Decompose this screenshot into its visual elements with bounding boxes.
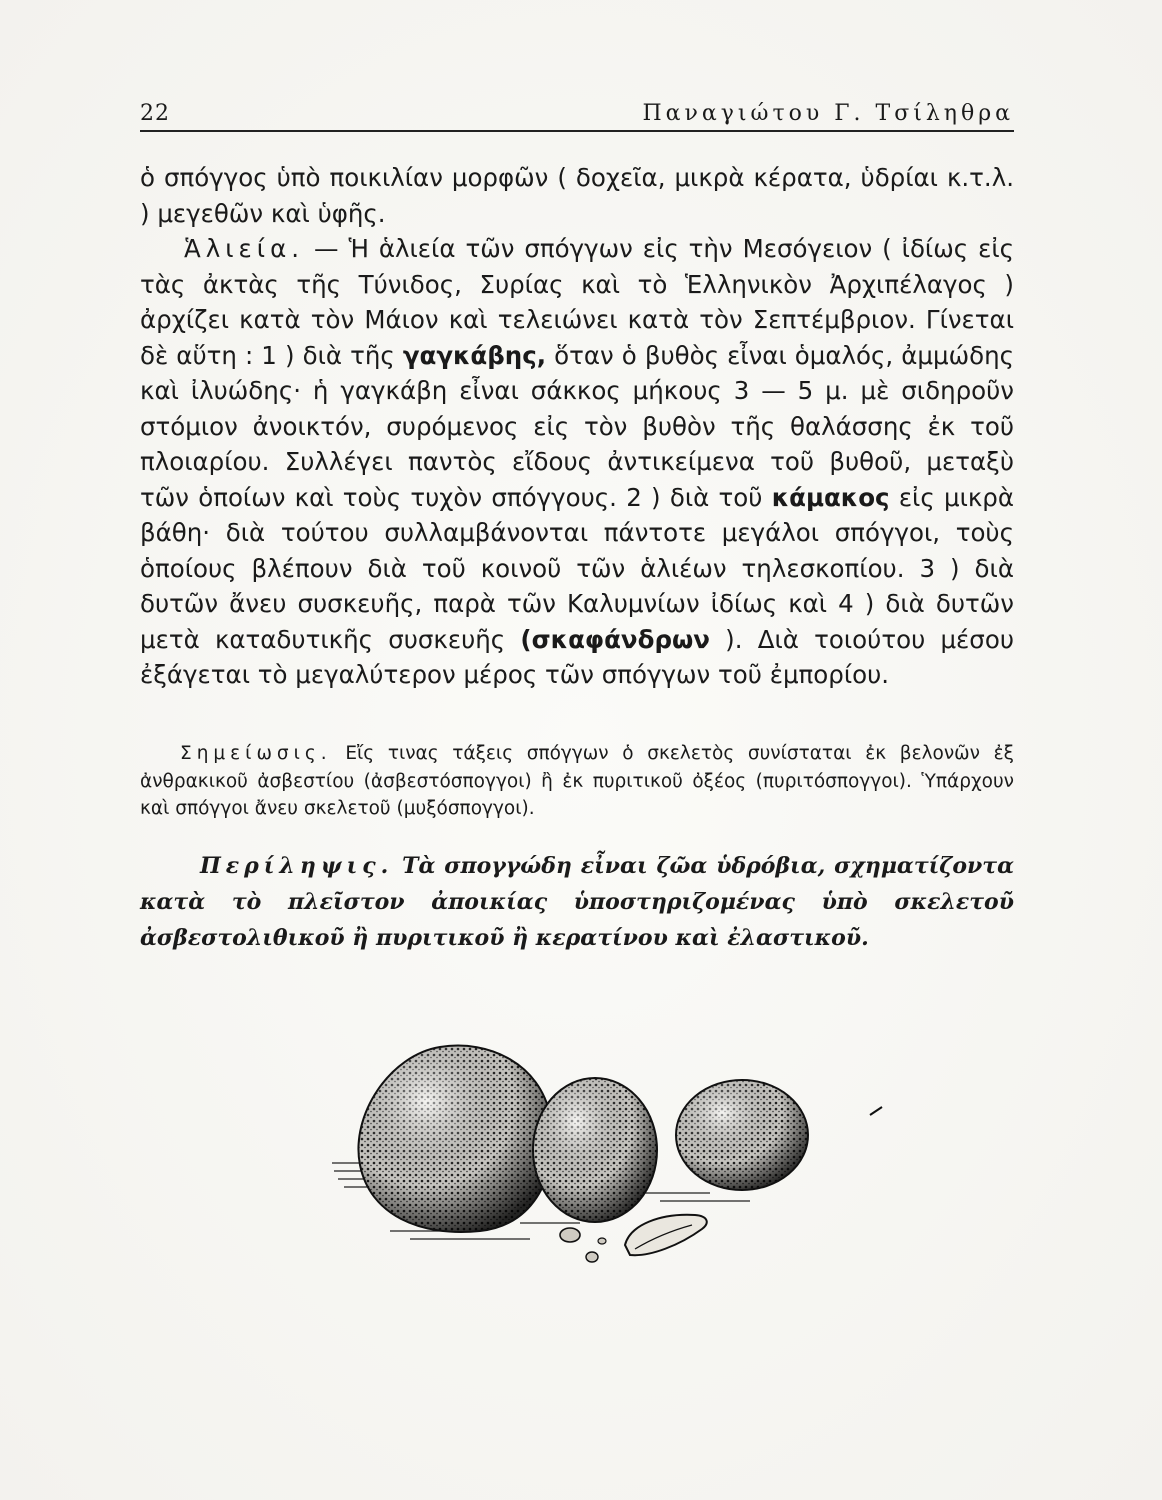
sponge-right — [676, 1080, 808, 1190]
text-run: ). Διὰ τοιούτου μέσου ἐξάγεται τὸ μεγαλύτερον μέρος τῶν σπόγγων τοῦ ἐμπορίου. — [140, 624, 1014, 689]
note-label: Σημείωσις. — [180, 743, 332, 764]
note-text: Εἴς τινας τάξεις σπόγγων ὁ σκελετὸς συνίσταται ἐκ βελονῶν ἐξ ἀνθρακικοῦ ἀσβεστίου (ἀσβεστόσπογγοι) ἢ ἐκ πυριτικοῦ ὀξέος (πυριτόσπογγοι). Ὑπάρχουν καὶ σπόγγοι ἄνευ σκελετοῦ (μυξόσπογγοι). — [140, 743, 1014, 819]
summary-label: Περίληψις. — [200, 853, 394, 879]
text-run: ὅταν ὁ βυθὸς εἶναι ὁμαλός, ἀμμώδης καὶ ἰλυώδης· ἡ γαγκάβη εἶναι σάκκος μήκους 3 — 5 μ. μὲ σιδηροῦν στόμιον ἀνοικτόν, συρόμενος εἰς τὸν βυθὸν τῆς θαλάσσης ἐκ τοῦ πλοιαρίου. Συλλέγει παντὸς εἴδους ἀντικείμενα τοῦ βυθοῦ, μεταξὺ τῶν ὁποίων καὶ τοὺς τυχὸν σπόγγους. 2 ) διὰ τοῦ — [140, 340, 1015, 512]
text-run: — Ἡ ἁλιεία τῶν σπόγγων εἰς τὴν Μεσόγειον ( ἰδίως εἰς τὰς ἀκτὰς τῆς Τύνιδος, Συρίας καὶ τὸ Ἑλληνικὸν Ἀρχιπέλαγος ) ἀρχίζει κατὰ τὸν Μάιον καὶ τελειώνει κατὰ τὸν Σεπτέμβριον. Γίνεται δὲ αὕτη : 1 ) διὰ τῆς — [140, 234, 1014, 370]
summary-text: Τὰ σπογγώδη εἶναι ζῶα ὑδρόβια, σχηματίζοντα κατὰ τὸ πλεῖστον ἀποικίας ὑποστηριζομένας ὑπὸ σκελετοῦ ἀσβεστολιθικοῦ ἢ πυριτικοῦ ἢ κερατίνου καὶ ἐλαστικοῦ. — [140, 853, 1014, 951]
running-title: Παναγιώτου Γ. Τσίληθρα — [642, 101, 1014, 126]
page-header — [140, 94, 1014, 132]
paragraph-fishing — [140, 231, 1014, 693]
term-skafandron: (σκαφάνδρων — [520, 624, 710, 654]
main-text — [140, 160, 1014, 693]
term-gagkavi: γαγκάβης, — [402, 340, 547, 370]
text-run: εἰς μικρὰ βάθη· διὰ τούτου συλλαμβάνονται πάντοτε μεγάλοι σπόγγοι, τοὺς ὁποίους βλέπουν διὰ τοῦ κοινοῦ τῶν ἁλιέων τηλεσκοπίου. 3 ) διὰ δυτῶν ἄνευ συσκευῆς, παρὰ τῶν Καλυμνίων ἰδίως καὶ 4 ) διὰ δυτῶν μετὰ καταδυτικῆς συσκευῆς — [140, 482, 1014, 654]
page-number: 22 — [140, 101, 170, 126]
sponge-large — [358, 1046, 552, 1232]
section-heading-fishing: Ἁλιεία. — [184, 234, 305, 263]
summary-paragraph — [140, 848, 1014, 956]
note-paragraph — [140, 740, 1014, 823]
term-kamakos: κάμακος — [771, 482, 890, 512]
sponges-illustration — [330, 1035, 930, 1285]
paragraph-1: ὁ σπόγγος ὑπὸ ποικιλίαν μορφῶν ( δοχεῖα, μικρὰ κέρατα, ὑδρίαι κ.τ.λ. ) μεγεθῶν καὶ ὑφῆς. — [140, 163, 1014, 228]
sponge-middle — [533, 1078, 657, 1222]
